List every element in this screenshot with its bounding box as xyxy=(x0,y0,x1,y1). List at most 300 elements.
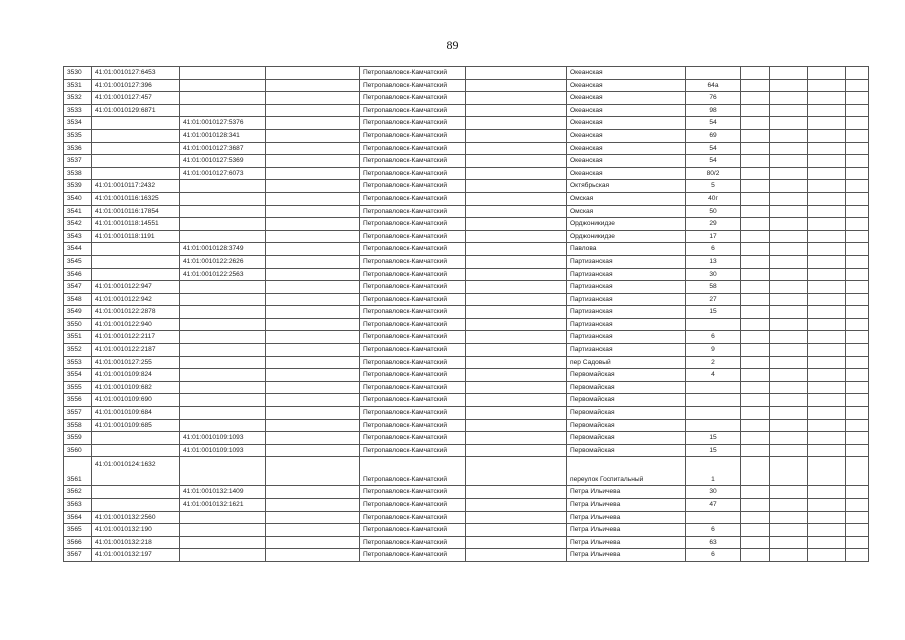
property-registry-table xyxy=(63,66,869,562)
extra-column-4-cell xyxy=(770,369,808,382)
extra-column-3-cell xyxy=(741,129,770,142)
house-number-cell: 29 xyxy=(686,218,741,231)
row-number-cell: 3553 xyxy=(64,356,92,369)
extra-column-4-cell xyxy=(770,293,808,306)
row-number-cell: 3531 xyxy=(64,79,92,92)
street-cell: Партизанская xyxy=(567,255,686,268)
extra-column-6-cell xyxy=(846,549,869,562)
table-row xyxy=(64,167,869,180)
extra-column-2-cell xyxy=(466,306,567,319)
extra-column-3-cell xyxy=(741,419,770,432)
extra-column-6-cell xyxy=(846,407,869,420)
extra-column-3-cell xyxy=(741,524,770,537)
cadastral-number-cell xyxy=(92,432,180,445)
row-number-cell: 3562 xyxy=(64,486,92,499)
extra-column-3-cell xyxy=(741,381,770,394)
extra-column-6-cell xyxy=(846,67,869,80)
house-number-cell: 63 xyxy=(686,536,741,549)
street-cell: Орджоникидзе xyxy=(567,230,686,243)
table-row xyxy=(64,129,869,142)
extra-column-2-cell xyxy=(466,92,567,105)
house-number-cell: 30 xyxy=(686,268,741,281)
house-number-cell: 15 xyxy=(686,444,741,457)
row-number-cell: 3544 xyxy=(64,243,92,256)
cadastral-number-cell: 41:01:0010122:940 xyxy=(92,318,180,331)
extra-column-3-cell xyxy=(741,344,770,357)
extra-column-6-cell xyxy=(846,129,869,142)
table-row xyxy=(64,419,869,432)
extra-column-3-cell xyxy=(741,243,770,256)
extra-column-cell xyxy=(266,129,360,142)
extra-column-5-cell xyxy=(808,356,846,369)
extra-column-cell xyxy=(266,306,360,319)
building-cadastral-number-cell xyxy=(180,67,266,80)
extra-column-4-cell xyxy=(770,205,808,218)
row-number-cell: 3564 xyxy=(64,511,92,524)
extra-column-cell xyxy=(266,499,360,512)
cadastral-number-cell xyxy=(92,167,180,180)
extra-column-6-cell xyxy=(846,155,869,168)
building-cadastral-number-cell: 41:01:0010127:5369 xyxy=(180,155,266,168)
extra-column-5-cell xyxy=(808,268,846,281)
extra-column-3-cell xyxy=(741,318,770,331)
table-row xyxy=(64,549,869,562)
extra-column-3-cell xyxy=(741,536,770,549)
building-cadastral-number-cell xyxy=(180,536,266,549)
extra-column-2-cell xyxy=(466,444,567,457)
street-cell: Петра Ильичева xyxy=(567,536,686,549)
row-number-cell: 3542 xyxy=(64,218,92,231)
extra-column-3-cell xyxy=(741,549,770,562)
extra-column-cell xyxy=(266,104,360,117)
street-cell: Первомайская xyxy=(567,394,686,407)
row-number-cell: 3556 xyxy=(64,394,92,407)
building-cadastral-number-cell xyxy=(180,230,266,243)
street-cell: Океанская xyxy=(567,79,686,92)
table-row xyxy=(64,318,869,331)
street-cell: Партизанская xyxy=(567,318,686,331)
extra-column-cell xyxy=(266,92,360,105)
building-cadastral-number-cell: 41:01:0010127:6073 xyxy=(180,167,266,180)
extra-column-cell xyxy=(266,218,360,231)
row-number-cell: 3530 xyxy=(64,67,92,80)
extra-column-6-cell xyxy=(846,381,869,394)
extra-column-cell xyxy=(266,511,360,524)
house-number-cell: 50 xyxy=(686,205,741,218)
extra-column-3-cell xyxy=(741,117,770,130)
extra-column-cell xyxy=(266,230,360,243)
extra-column-4-cell xyxy=(770,549,808,562)
extra-column-5-cell xyxy=(808,230,846,243)
cadastral-number-cell: 41:01:0010124:1632 xyxy=(92,457,180,486)
table-row xyxy=(64,457,869,486)
row-number-cell: 3534 xyxy=(64,117,92,130)
extra-column-3-cell xyxy=(741,180,770,193)
extra-column-cell xyxy=(266,381,360,394)
building-cadastral-number-cell xyxy=(180,293,266,306)
extra-column-5-cell xyxy=(808,192,846,205)
city-cell: Петропавловск-Камчатский xyxy=(360,457,466,486)
street-cell: пер Садовый xyxy=(567,356,686,369)
extra-column-2-cell xyxy=(466,255,567,268)
extra-column-3-cell xyxy=(741,230,770,243)
extra-column-4-cell xyxy=(770,344,808,357)
table-row xyxy=(64,142,869,155)
extra-column-6-cell xyxy=(846,180,869,193)
extra-column-cell xyxy=(266,180,360,193)
extra-column-5-cell xyxy=(808,511,846,524)
extra-column-2-cell xyxy=(466,511,567,524)
table-row xyxy=(64,268,869,281)
house-number-cell: 6 xyxy=(686,331,741,344)
row-number-cell: 3547 xyxy=(64,281,92,294)
extra-column-cell xyxy=(266,155,360,168)
extra-column-3-cell xyxy=(741,218,770,231)
extra-column-5-cell xyxy=(808,281,846,294)
cadastral-number-cell xyxy=(92,268,180,281)
city-cell: Петропавловск-Камчатский xyxy=(360,499,466,512)
extra-column-4-cell xyxy=(770,255,808,268)
house-number-cell xyxy=(686,318,741,331)
row-number-cell: 3555 xyxy=(64,381,92,394)
extra-column-3-cell xyxy=(741,486,770,499)
extra-column-3-cell xyxy=(741,79,770,92)
city-cell: Петропавловск-Камчатский xyxy=(360,444,466,457)
extra-column-2-cell xyxy=(466,369,567,382)
extra-column-6-cell xyxy=(846,218,869,231)
building-cadastral-number-cell: 41:01:0010127:3687 xyxy=(180,142,266,155)
extra-column-cell xyxy=(266,356,360,369)
cadastral-number-cell: 41:01:0010129:6871 xyxy=(92,104,180,117)
city-cell: Петропавловск-Камчатский xyxy=(360,67,466,80)
extra-column-3-cell xyxy=(741,255,770,268)
city-cell: Петропавловск-Камчатский xyxy=(360,407,466,420)
table-body xyxy=(64,67,869,562)
cadastral-number-cell: 41:01:0010109:684 xyxy=(92,407,180,420)
extra-column-3-cell xyxy=(741,155,770,168)
street-cell: Первомайская xyxy=(567,444,686,457)
extra-column-6-cell xyxy=(846,142,869,155)
extra-column-4-cell xyxy=(770,104,808,117)
extra-column-2-cell xyxy=(466,356,567,369)
row-number-cell: 3549 xyxy=(64,306,92,319)
extra-column-cell xyxy=(266,536,360,549)
extra-column-6-cell xyxy=(846,419,869,432)
street-cell: Океанская xyxy=(567,67,686,80)
row-number-cell: 3563 xyxy=(64,499,92,512)
extra-column-3-cell xyxy=(741,499,770,512)
extra-column-cell xyxy=(266,117,360,130)
extra-column-6-cell xyxy=(846,205,869,218)
cadastral-number-cell: 41:01:0010118:1191 xyxy=(92,230,180,243)
extra-column-6-cell xyxy=(846,369,869,382)
extra-column-6-cell xyxy=(846,432,869,445)
cadastral-number-cell: 41:01:0010127:6453 xyxy=(92,67,180,80)
house-number-cell: 98 xyxy=(686,104,741,117)
house-number-cell: 6 xyxy=(686,243,741,256)
extra-column-4-cell xyxy=(770,394,808,407)
extra-column-5-cell xyxy=(808,419,846,432)
extra-column-4-cell xyxy=(770,318,808,331)
extra-column-2-cell xyxy=(466,243,567,256)
extra-column-3-cell xyxy=(741,268,770,281)
extra-column-6-cell xyxy=(846,394,869,407)
extra-column-4-cell xyxy=(770,117,808,130)
extra-column-2-cell xyxy=(466,281,567,294)
row-number-cell: 3548 xyxy=(64,293,92,306)
street-cell: Океанская xyxy=(567,92,686,105)
building-cadastral-number-cell xyxy=(180,218,266,231)
building-cadastral-number-cell xyxy=(180,344,266,357)
street-cell: Партизанская xyxy=(567,293,686,306)
extra-column-3-cell xyxy=(741,369,770,382)
table-row xyxy=(64,117,869,130)
building-cadastral-number-cell xyxy=(180,180,266,193)
table-row xyxy=(64,218,869,231)
extra-column-5-cell xyxy=(808,306,846,319)
house-number-cell: 40г xyxy=(686,192,741,205)
extra-column-5-cell xyxy=(808,155,846,168)
table-row xyxy=(64,104,869,117)
city-cell: Петропавловск-Камчатский xyxy=(360,268,466,281)
extra-column-cell xyxy=(266,318,360,331)
table-row xyxy=(64,155,869,168)
extra-column-cell xyxy=(266,293,360,306)
street-cell: Океанская xyxy=(567,117,686,130)
building-cadastral-number-cell xyxy=(180,524,266,537)
building-cadastral-number-cell: 41:01:0010122:2563 xyxy=(180,268,266,281)
extra-column-3-cell xyxy=(741,306,770,319)
row-number-cell: 3567 xyxy=(64,549,92,562)
building-cadastral-number-cell: 41:01:0010128:341 xyxy=(180,129,266,142)
extra-column-6-cell xyxy=(846,499,869,512)
house-number-cell: 2 xyxy=(686,356,741,369)
extra-column-cell xyxy=(266,79,360,92)
street-cell: Океанская xyxy=(567,104,686,117)
extra-column-5-cell xyxy=(808,444,846,457)
table-row xyxy=(64,243,869,256)
extra-column-2-cell xyxy=(466,192,567,205)
city-cell: Петропавловск-Камчатский xyxy=(360,306,466,319)
extra-column-2-cell xyxy=(466,67,567,80)
extra-column-2-cell xyxy=(466,394,567,407)
extra-column-2-cell xyxy=(466,344,567,357)
extra-column-6-cell xyxy=(846,243,869,256)
extra-column-3-cell xyxy=(741,67,770,80)
extra-column-2-cell xyxy=(466,155,567,168)
city-cell: Петропавловск-Камчатский xyxy=(360,419,466,432)
table-row xyxy=(64,394,869,407)
extra-column-4-cell xyxy=(770,499,808,512)
row-number-cell: 3535 xyxy=(64,129,92,142)
extra-column-4-cell xyxy=(770,243,808,256)
table-row xyxy=(64,331,869,344)
street-cell: Океанская xyxy=(567,155,686,168)
extra-column-4-cell xyxy=(770,306,808,319)
cadastral-number-cell: 41:01:0010127:396 xyxy=(92,79,180,92)
building-cadastral-number-cell xyxy=(180,549,266,562)
extra-column-cell xyxy=(266,394,360,407)
city-cell: Петропавловск-Камчатский xyxy=(360,129,466,142)
extra-column-2-cell xyxy=(466,486,567,499)
extra-column-3-cell xyxy=(741,104,770,117)
extra-column-3-cell xyxy=(741,407,770,420)
extra-column-3-cell xyxy=(741,281,770,294)
house-number-cell xyxy=(686,407,741,420)
city-cell: Петропавловск-Камчатский xyxy=(360,318,466,331)
row-number-cell: 3561 xyxy=(64,457,92,486)
extra-column-4-cell xyxy=(770,457,808,486)
extra-column-5-cell xyxy=(808,293,846,306)
extra-column-5-cell xyxy=(808,142,846,155)
extra-column-6-cell xyxy=(846,104,869,117)
street-cell: Петра Ильичева xyxy=(567,549,686,562)
table-row xyxy=(64,92,869,105)
city-cell: Петропавловск-Камчатский xyxy=(360,344,466,357)
extra-column-cell xyxy=(266,444,360,457)
building-cadastral-number-cell xyxy=(180,356,266,369)
extra-column-2-cell xyxy=(466,318,567,331)
extra-column-5-cell xyxy=(808,407,846,420)
cadastral-number-cell: 41:01:0010118:14551 xyxy=(92,218,180,231)
house-number-cell xyxy=(686,394,741,407)
extra-column-4-cell xyxy=(770,167,808,180)
row-number-cell: 3552 xyxy=(64,344,92,357)
city-cell: Петропавловск-Камчатский xyxy=(360,155,466,168)
cadastral-number-cell: 41:01:0010122:2187 xyxy=(92,344,180,357)
extra-column-5-cell xyxy=(808,381,846,394)
table-row xyxy=(64,205,869,218)
extra-column-6-cell xyxy=(846,92,869,105)
house-number-cell: 4 xyxy=(686,369,741,382)
house-number-cell: 54 xyxy=(686,155,741,168)
house-number-cell xyxy=(686,67,741,80)
building-cadastral-number-cell: 41:01:0010132:1409 xyxy=(180,486,266,499)
building-cadastral-number-cell: 41:01:0010109:1093 xyxy=(180,432,266,445)
extra-column-4-cell xyxy=(770,230,808,243)
city-cell: Петропавловск-Камчатский xyxy=(360,486,466,499)
extra-column-4-cell xyxy=(770,444,808,457)
extra-column-4-cell xyxy=(770,142,808,155)
building-cadastral-number-cell xyxy=(180,331,266,344)
extra-column-3-cell xyxy=(741,432,770,445)
extra-column-2-cell xyxy=(466,419,567,432)
extra-column-cell xyxy=(266,419,360,432)
extra-column-5-cell xyxy=(808,524,846,537)
city-cell: Петропавловск-Камчатский xyxy=(360,117,466,130)
house-number-cell: 76 xyxy=(686,92,741,105)
extra-column-6-cell xyxy=(846,318,869,331)
extra-column-3-cell xyxy=(741,167,770,180)
row-number-cell: 3537 xyxy=(64,155,92,168)
cadastral-number-cell xyxy=(92,129,180,142)
cadastral-number-cell: 41:01:0010109:824 xyxy=(92,369,180,382)
extra-column-5-cell xyxy=(808,331,846,344)
extra-column-5-cell xyxy=(808,92,846,105)
table-row xyxy=(64,356,869,369)
extra-column-6-cell xyxy=(846,356,869,369)
city-cell: Петропавловск-Камчатский xyxy=(360,104,466,117)
house-number-cell: 54 xyxy=(686,142,741,155)
extra-column-5-cell xyxy=(808,79,846,92)
extra-column-cell xyxy=(266,255,360,268)
extra-column-2-cell xyxy=(466,407,567,420)
table-row xyxy=(64,180,869,193)
street-cell: Петра Ильичева xyxy=(567,499,686,512)
extra-column-5-cell xyxy=(808,255,846,268)
house-number-cell: 6 xyxy=(686,524,741,537)
extra-column-5-cell xyxy=(808,432,846,445)
table-row xyxy=(64,381,869,394)
row-number-cell: 3536 xyxy=(64,142,92,155)
row-number-cell: 3538 xyxy=(64,167,92,180)
cadastral-number-cell: 41:01:0010116:17854 xyxy=(92,205,180,218)
extra-column-2-cell xyxy=(466,129,567,142)
table-row xyxy=(64,499,869,512)
building-cadastral-number-cell xyxy=(180,205,266,218)
building-cadastral-number-cell: 41:01:0010127:5376 xyxy=(180,117,266,130)
extra-column-5-cell xyxy=(808,549,846,562)
extra-column-3-cell xyxy=(741,293,770,306)
house-number-cell: 15 xyxy=(686,432,741,445)
extra-column-4-cell xyxy=(770,381,808,394)
extra-column-2-cell xyxy=(466,167,567,180)
building-cadastral-number-cell xyxy=(180,281,266,294)
city-cell: Петропавловск-Камчатский xyxy=(360,255,466,268)
row-number-cell: 3559 xyxy=(64,432,92,445)
cadastral-number-cell: 41:01:0010122:2117 xyxy=(92,331,180,344)
table-row xyxy=(64,536,869,549)
row-number-cell: 3533 xyxy=(64,104,92,117)
cadastral-number-cell: 41:01:0010122:942 xyxy=(92,293,180,306)
city-cell: Петропавловск-Камчатский xyxy=(360,331,466,344)
street-cell: Первомайская xyxy=(567,419,686,432)
house-number-cell xyxy=(686,511,741,524)
extra-column-2-cell xyxy=(466,268,567,281)
cadastral-number-cell xyxy=(92,444,180,457)
extra-column-4-cell xyxy=(770,356,808,369)
extra-column-3-cell xyxy=(741,205,770,218)
table-row xyxy=(64,344,869,357)
extra-column-4-cell xyxy=(770,511,808,524)
extra-column-5-cell xyxy=(808,394,846,407)
table-row xyxy=(64,524,869,537)
table-row xyxy=(64,255,869,268)
extra-column-cell xyxy=(266,192,360,205)
street-cell: Партизанская xyxy=(567,331,686,344)
extra-column-5-cell xyxy=(808,243,846,256)
row-number-cell: 3550 xyxy=(64,318,92,331)
extra-column-4-cell xyxy=(770,92,808,105)
extra-column-6-cell xyxy=(846,79,869,92)
house-number-cell: 58 xyxy=(686,281,741,294)
extra-column-3-cell xyxy=(741,356,770,369)
extra-column-4-cell xyxy=(770,407,808,420)
extra-column-6-cell xyxy=(846,281,869,294)
city-cell: Петропавловск-Камчатский xyxy=(360,293,466,306)
extra-column-cell xyxy=(266,281,360,294)
cadastral-number-cell xyxy=(92,486,180,499)
city-cell: Петропавловск-Камчатский xyxy=(360,230,466,243)
row-number-cell: 3560 xyxy=(64,444,92,457)
city-cell: Петропавловск-Камчатский xyxy=(360,180,466,193)
extra-column-4-cell xyxy=(770,129,808,142)
street-cell: Партизанская xyxy=(567,268,686,281)
extra-column-3-cell xyxy=(741,142,770,155)
extra-column-3-cell xyxy=(741,444,770,457)
table-row xyxy=(64,432,869,445)
cadastral-number-cell: 41:01:0010132:2560 xyxy=(92,511,180,524)
